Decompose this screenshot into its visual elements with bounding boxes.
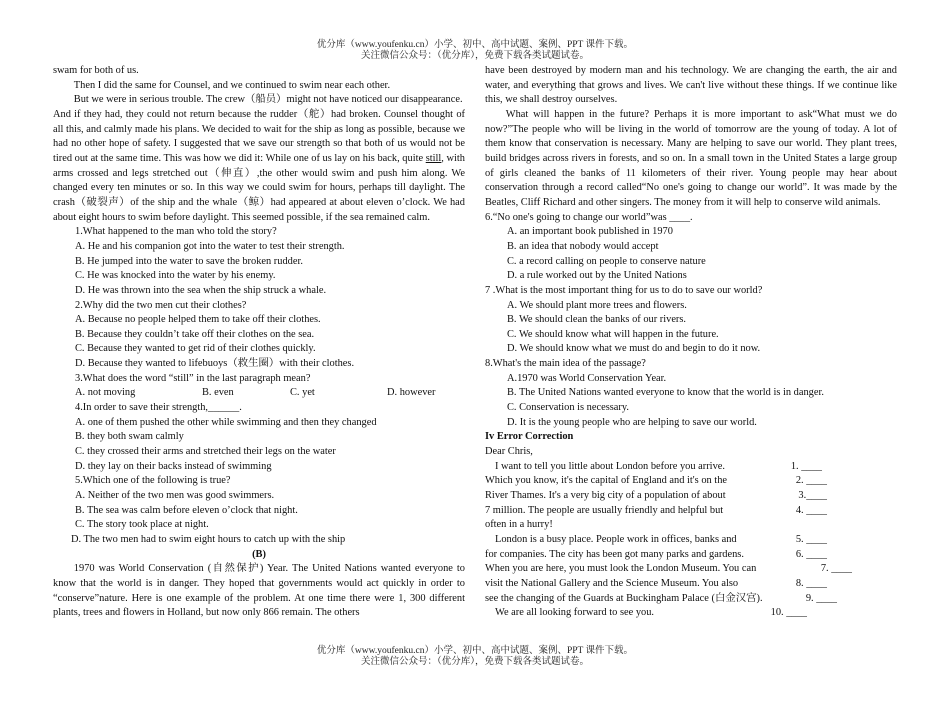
option: D. they lay on their backs instead of swimming: [75, 460, 272, 472]
error-line-blank: 10. ____: [770, 607, 807, 619]
passage-text: And if they had, they could not return because the rudder（舵）had broken. Counsel thought of all this, and calmly made his plans. We decided to wait for the ship as long as possible, because we had no other hope of safety. I suggested that we save our strength so that both of us would not be tired out at the same time. This was how we did it: While one of us lay on his back, quite: [53, 108, 465, 164]
option: C. a record calling on people to conserve nature: [507, 255, 706, 267]
option: A. one of them pushed the other while swimming and then they changed: [75, 416, 377, 428]
question-5: 5.Which one of the following is true?: [75, 475, 231, 487]
error-line-7: [485, 562, 852, 577]
error-line-blank: 5. ____: [795, 534, 827, 545]
footer-line-1: 优分库（www.youfenku.cn）小学、初中、高中试题、案例、PPT 课件下载。: [316, 646, 634, 656]
error-line-blank: 6. ____: [795, 548, 827, 560]
error-line-blank: 2. ____: [795, 475, 827, 487]
error-line-4: [485, 504, 827, 519]
error-line-blank: 8. ____: [795, 577, 827, 589]
option: A.1970 was World Conservation Year.: [507, 372, 667, 384]
error-line-2: [485, 474, 827, 489]
error-line-text: When you are here, you must look the London Museum. You can: [485, 563, 757, 575]
passage-a-line: swam for both of us.: [53, 65, 139, 76]
option: C. Conservation is necessary.: [507, 402, 629, 414]
error-line-10: [485, 606, 807, 621]
error-line-text: London is a busy place. People work in offices, banks and: [495, 534, 737, 545]
option: C. they crossed their arms and stretched their legs on the water: [75, 446, 336, 458]
question-4: 4.In order to save their strength,______.: [75, 402, 242, 414]
option: B. even: [202, 387, 234, 399]
option: D. The two men had to swim eight hours to catch up with the ship: [71, 534, 346, 545]
error-line-9: [485, 592, 837, 607]
question-1: 1.What happened to the man who told the story?: [75, 226, 277, 238]
passage-a-paragraph: Then I did the same for Counsel, and we continued to swim near each other.: [73, 79, 391, 91]
error-line-text: visit the National Gallery and the Science Museum. You also: [485, 577, 739, 589]
error-line-text: 7 million. The people are usually friendly and helpful but: [485, 504, 724, 516]
error-line-continuation: often in a hurry!: [485, 519, 553, 531]
question-3: 3.What does the word “still” in the last paragraph mean?: [75, 372, 311, 384]
error-line-blank: 9. ____: [805, 592, 837, 604]
option: D. He was thrown into the sea when the ship struck a whale.: [75, 284, 327, 296]
option: C. The story took place at night.: [75, 519, 209, 531]
error-line-blank: 4. ____: [795, 504, 827, 516]
question-6: 6.“No one's going to change our world”was ____.: [485, 211, 693, 223]
error-line-text: Which you know, it's the capital of England and it's on the: [485, 475, 728, 487]
underlined-word-still: still: [425, 152, 442, 164]
right-column: [485, 64, 897, 621]
option: C. Because they wanted to get rid of their clothes quickly.: [75, 343, 316, 355]
error-line-blank: 7. ____: [820, 563, 852, 575]
question-2: 2.Why did the two men cut their clothes?: [75, 299, 247, 311]
error-line-5: [485, 533, 827, 548]
passage-b-paragraph: have been destroyed by modern man and his technology. We are changing the earth, the air and water, and everything that grows and lives. We can't live without these things. If we continue like this, we shall destroy ourselves.: [485, 65, 897, 106]
error-line-8: [485, 577, 827, 592]
question-3-options: [53, 386, 465, 401]
option: C. We should know what will happen in the future.: [507, 328, 719, 340]
option: B. The United Nations wanted everyone to know that the world is in danger.: [507, 387, 824, 399]
passage-text: , with arms crossed and legs stretched out（伸直）,the other would swim and push him along. We changed every ten minutes or so. In this way we could swim for hours, perhaps till daylight. The crash（破裂声）of the ship and the whale（鲸）had appeared at about eleven o’clock. We had about eight hours to swim before daylight. This seemed possible, if the sea remained calm.: [53, 152, 465, 223]
option: A. Neither of the two men was good swimmers.: [75, 490, 275, 502]
error-line-text: River Thames. It's a very big city of a population of about: [485, 490, 726, 502]
option: D. a rule worked out by the United Nations: [507, 270, 687, 282]
passage-b-paragraph: What will happen in the future? Perhaps it is more important to ask“What must we do now?”The people who will be living in the world of tomorrow are the young of today. A lot of them know that conservation is necessary. Many are helping to save our world. They plant trees, build bridges across rivers in forests, and so on. In a small town in the United States a large group of girls cleaned the banks of 11 kilometers of their river. Young people may hear about conservation through a record called“No one's going to change our world”. It was made by the Beatles, Cliff Richard and other singers. The money from it will help to conserve wild animals.: [485, 108, 897, 208]
letter-greeting: Dear Chris,: [485, 446, 533, 458]
error-line-text: for companies. The city has been got many parks and gardens.: [485, 548, 744, 560]
section-b-title: (B): [252, 548, 266, 560]
passage-b-paragraph: 1970 was World Conservation (自然保护) Year. The United Nations wanted everyone to know that the world is in danger. They hoped that governments would act quickly in order to “conserve”nature. Here is one example of the problem. At one time there were 1, 300 different plants, trees and flowers in Holland, but now only 866 remain. The others: [53, 563, 465, 619]
error-line-text: I want to tell you little about London before you arrive.: [495, 460, 725, 472]
page-footer: [0, 646, 950, 668]
option: B. they both swam calmly: [75, 431, 184, 443]
error-line-3: [485, 489, 827, 504]
section-iv-title: Iv Error Correction: [485, 431, 574, 443]
option: B. He jumped into the water to save the broken rudder.: [75, 255, 303, 267]
error-line-blank: 1. ____: [790, 460, 822, 472]
option: D. Because they wanted to lifebuoys（救生圈）with their clothes.: [75, 358, 355, 370]
option: A. not moving: [75, 387, 136, 399]
passage-a-paragraph: [53, 108, 465, 225]
error-line-blank: 3.____: [798, 490, 827, 502]
option: B. an idea that nobody would accept: [507, 240, 659, 252]
left-column: [53, 64, 465, 621]
page-header: [0, 40, 950, 62]
question-7: 7 .What is the most important thing for us to do to save our world?: [485, 284, 763, 296]
passage-a-paragraph: But we were in serious trouble. The crew（船员）might not have noticed our disappearance.: [73, 94, 463, 106]
error-line-1: [485, 460, 822, 475]
option: B. We should clean the banks of our rivers.: [507, 314, 687, 326]
option: B. The sea was calm before eleven o’clock that night.: [75, 504, 298, 516]
option: A. Because no people helped them to take off their clothes.: [75, 314, 321, 326]
option: C. yet: [290, 387, 315, 399]
option: D. however: [387, 387, 436, 399]
option: A. an important book published in 1970: [507, 226, 673, 238]
option: A. He and his companion got into the water to test their strength.: [75, 240, 345, 252]
error-line-text: We are all looking forward to see you.: [495, 607, 655, 619]
option: C. He was knocked into the water by his enemy.: [75, 270, 276, 282]
question-8: 8.What's the main idea of the passage?: [485, 358, 646, 370]
option: D. We should know what we must do and begin to do it now.: [507, 343, 761, 355]
option: A. We should plant more trees and flowers.: [507, 299, 687, 311]
header-line-1: 优分库（www.youfenku.cn）小学、初中、高中试题、案例、PPT 课件下载。: [316, 40, 634, 50]
error-line-6: [485, 548, 827, 563]
error-line-text: see the changing of the Guards at Buckingham Palace (白金汉宫).: [485, 592, 763, 604]
header-line-2: 关注微信公众号：（优分库），免费下载各类试题试卷。: [360, 51, 589, 61]
option: B. Because they couldn’t take off their clothes on the sea.: [75, 328, 315, 340]
option: D. It is the young people who are helping to save our world.: [507, 416, 757, 428]
footer-line-2: 关注微信公众号：（优分库），免费下载各类试题试卷。: [360, 657, 589, 667]
